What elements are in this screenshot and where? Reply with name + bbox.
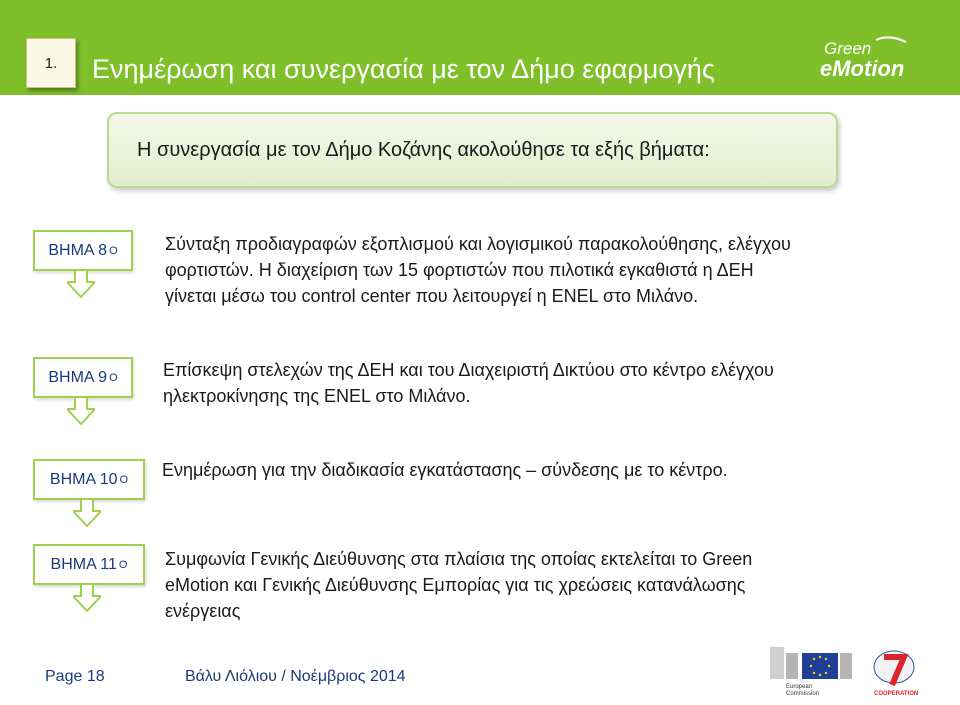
slide-number: 1. <box>26 38 76 88</box>
down-arrow-icon <box>73 584 101 612</box>
step-8-label-text: ΒΗΜΑ 8 <box>48 241 108 259</box>
step-10-label <box>33 459 145 500</box>
eu-commission-logo <box>770 647 852 697</box>
step-8-sup: Ο <box>109 244 118 257</box>
step-9-label-text: ΒΗΜΑ 9 <box>48 368 108 386</box>
step-8-line-3: γίνεται μέσω του control center που λειτουργεί η ENEL στο Μιλάνο. <box>165 286 699 306</box>
step-10-line-1: Ενημέρωση για την διαδικασία εγκατάστασης – σύνδεσης με το κέντρο. <box>162 460 728 480</box>
down-arrow-icon <box>67 270 95 298</box>
step-9-text <box>163 357 903 409</box>
down-arrow-icon <box>67 397 95 425</box>
author-date: Βάλυ Λιόλιου / Νοέμβριος 2014 <box>185 668 406 685</box>
step-10-sup: Ο <box>119 473 129 486</box>
ec-building-icon <box>770 647 784 679</box>
ec-text-1: European <box>786 684 813 690</box>
step-11-line-2: eMotion και Γενικής Διεύθυνσης Εμπορίας για τις χρεώσεις κατανάλωσης <box>165 575 746 595</box>
step-11-label <box>33 544 145 585</box>
fp7-text: COOPERATION <box>874 691 919 697</box>
step-10-label-text: ΒΗΜΑ 10 <box>49 470 118 488</box>
green-emotion-logo <box>818 30 930 90</box>
step-11-line-3: ενέργειας <box>165 601 241 621</box>
step-11-label-text: ΒΗΜΑ 11 <box>50 555 117 573</box>
page-number: Page 18 <box>45 668 105 685</box>
page-title: Ενημέρωση και συνεργασία με τον Δήμο εφαρμογής <box>92 54 715 84</box>
step-9-sup: Ο <box>109 371 118 384</box>
step-8-label <box>33 230 133 271</box>
step-9-line-1: Επίσκεψη στελεχών της ΔΕΗ και του Διαχειριστή Δικτύου στο κέντρο ελέγχου <box>163 360 774 380</box>
step-11-line-1: Συμφωνία Γενικής Διεύθυνσης στα πλαίσια της οποίας εκτελείται το Green <box>165 549 753 569</box>
logo-text-bottom: eMotion <box>820 56 905 81</box>
step-11-sup: Ο <box>118 558 128 571</box>
step-8-text <box>165 231 905 309</box>
step-9-label <box>33 357 133 398</box>
step-10-text <box>162 457 902 483</box>
subtitle: Η συνεργασία με τον Δήμο Κοζάνης ακολούθησε τα εξής βήματα: <box>137 139 710 161</box>
ec-text-2: Commission <box>786 691 820 697</box>
step-9-line-2: ηλεκτροκίνησης της ENEL στο Μιλάνο. <box>163 386 471 406</box>
down-arrow-icon <box>73 499 101 527</box>
step-8-line-1: Σύνταξη προδιαγραφών εξοπλισμού και λογισμικού παρακολούθησης, ελέγχου <box>165 234 791 254</box>
logo-text-top: Green <box>824 39 872 58</box>
fp7-logo <box>874 651 918 697</box>
logo-swoosh-icon <box>876 37 906 42</box>
step-11-text <box>165 546 910 624</box>
footer-logos <box>766 645 926 700</box>
step-8-line-2: φορτιστών. Η διαχείριση των 15 φορτιστών που πιλοτικά εγκαθιστά η ΔΕΗ <box>165 260 754 280</box>
